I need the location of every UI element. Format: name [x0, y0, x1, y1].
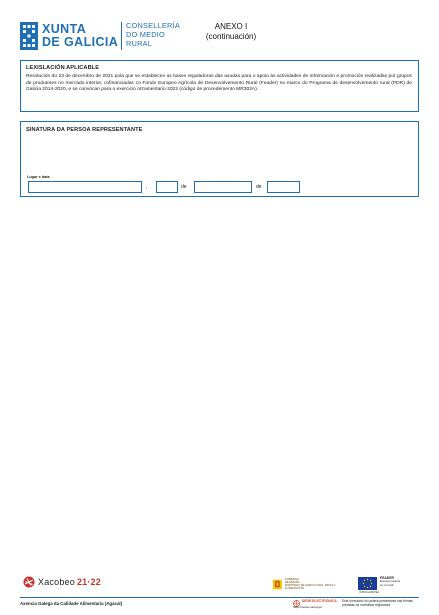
feader-title: FEADER: [380, 576, 394, 580]
feader-text: [380, 577, 400, 587]
xacobeo-wordmark: [38, 577, 101, 587]
logo-divider: [121, 22, 122, 50]
de-separator: de: [256, 184, 262, 190]
comma-separator: ,: [146, 184, 148, 190]
conselleria-line: DO MEDIO: [126, 29, 165, 39]
signature-section: [20, 121, 419, 197]
xunta-wordmark: [42, 23, 118, 49]
xunta-emblem-icon: [20, 22, 38, 50]
spain-coat-of-arms-icon: [273, 578, 282, 591]
annex-title: [196, 22, 266, 42]
eu-flag-icon: [358, 577, 377, 590]
agency-name: Axencia Galega da Calidade Alimentaria (Agacal): [20, 601, 123, 606]
annex-label: ANEXO I: [214, 22, 248, 31]
xacobeo-year: 21·22: [76, 577, 101, 587]
year-field[interactable]: [267, 181, 300, 193]
xacobeo-scallop-icon: [23, 576, 35, 588]
conselleria-line: RURAL: [126, 38, 153, 48]
conselleria-line: CONSELLERÍA: [126, 21, 180, 30]
day-field[interactable]: [156, 181, 178, 193]
feader-line: Europa invierte: [380, 579, 401, 584]
xunta-line-1: XUNTA: [42, 22, 87, 36]
xunta-line-2: DE GALICIA: [42, 35, 119, 49]
section-title: SINATURA DA PERSOA REPRESENTANTE: [26, 127, 143, 133]
xacobeo-logo: [23, 576, 101, 588]
conselleria-name: [126, 22, 180, 48]
gobierno-line: DE ESPAÑA: [284, 581, 300, 584]
de-separator: de: [181, 184, 187, 190]
feader-line: en el rural: [380, 582, 394, 587]
sede-label: SEDE ELECTRÓNICA: [302, 599, 337, 603]
sede-url-link[interactable]: https://sede.xunta.gal: [293, 605, 322, 609]
gobierno-line: GOBIERNO: [284, 578, 299, 581]
footer-divider: [20, 597, 419, 598]
legislation-text: Resolución do 23 de decembro de 2021 pola que se establecen as bases reguladoras das axudas para o apoio ás actividades de información e promoción realizadas por grupos de produtores no mercado interior, cofinanciadas co Fondo Europeo Agrícola de Desenvolvemento Rural (Feader) no marco do Programa de desenvolvemento rural (PDR) de Galicia 2014-2020, e se convocan para o exercicio orzamentario 2022 (código de procedemento MR302A).: [26, 74, 412, 93]
annex-subtitle: (continuación): [205, 32, 257, 41]
sede-note: Este formulario só poderá presentarse nas formas previstas na normativa reguladora: [342, 599, 413, 607]
gobierno-espana-logo: [273, 577, 337, 591]
section-title: LEXISLACIÓN APLICABLE: [26, 65, 100, 71]
month-field[interactable]: [194, 181, 252, 193]
xacobeo-name: Xacobeo: [38, 577, 75, 587]
applicable-legislation-section: [20, 60, 419, 112]
feader-logo: [358, 577, 420, 591]
place-date-label: Lugar e data: [27, 175, 50, 179]
page-header: [20, 20, 420, 56]
gobierno-line: MINISTERIO DE AGRICULTURA, PESCA Y ALIMENTACIÓN: [284, 584, 336, 590]
gobierno-text: [285, 578, 337, 590]
place-field[interactable]: [28, 181, 142, 193]
eu-label: UNIÓN EUROPEA: [359, 591, 380, 594]
xunta-logo: [20, 22, 118, 50]
